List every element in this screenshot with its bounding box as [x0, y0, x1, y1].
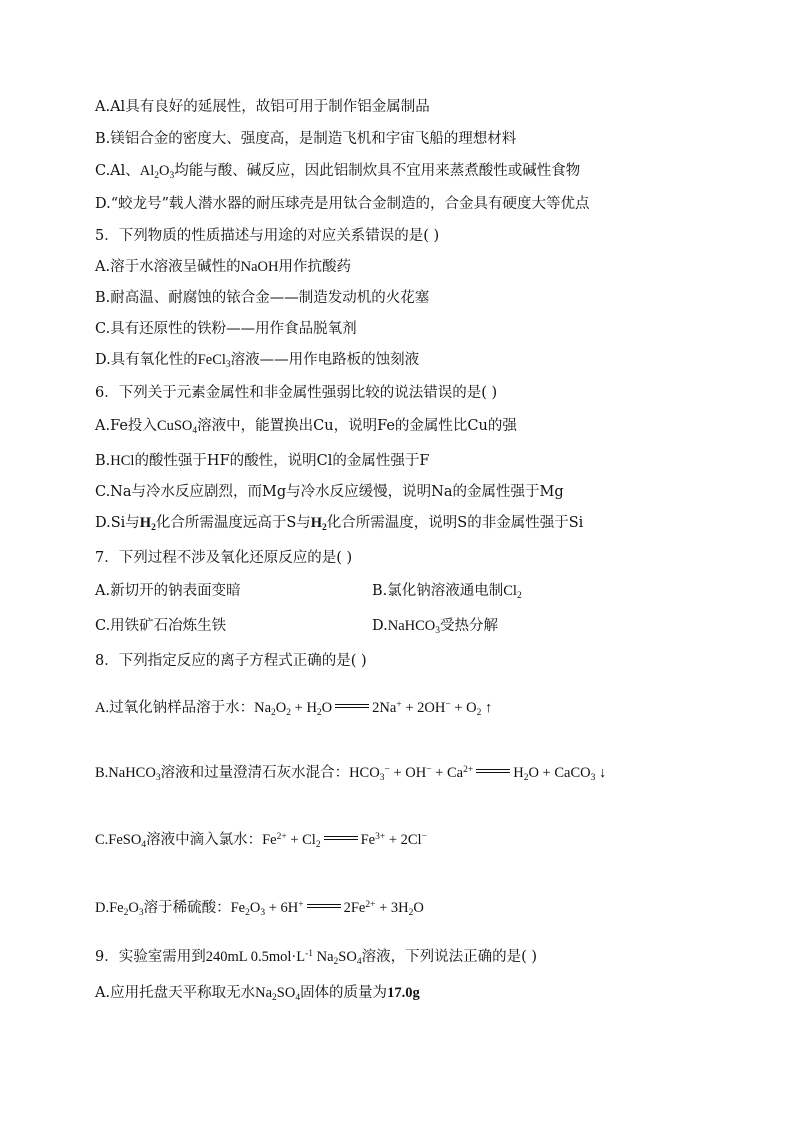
- superscript: -1: [305, 949, 313, 959]
- equals-sign: [476, 769, 510, 773]
- formula-part: Na: [255, 985, 273, 1001]
- option-line: [95, 513, 583, 533]
- equals-sign: [307, 904, 341, 908]
- option-line: [95, 97, 430, 117]
- option-text: B.: [95, 453, 111, 469]
- equation: $Na_2O_2 + H_2O$ $2Na^+ + 2OH^- + O_2$ ↑: [254, 700, 493, 718]
- formula-part: O: [128, 900, 139, 916]
- option-text-b: [372, 581, 522, 601]
- subscript: 3: [169, 171, 175, 181]
- subscript: 2: [154, 171, 160, 181]
- equation: $Fe^{2+} + Cl_2$ $Fe^{3+} + 2Cl^-$: [262, 832, 427, 850]
- option-text: B.: [95, 765, 109, 781]
- formula: [140, 515, 156, 531]
- formula: [206, 949, 362, 965]
- formula-part: SO: [338, 949, 357, 965]
- formula: [503, 583, 521, 599]
- formula-part: O: [159, 163, 170, 179]
- option-text: D.: [95, 900, 110, 916]
- formula-part: FeSO: [108, 832, 142, 848]
- option-text: A.应用托盘天平称取无水: [95, 985, 256, 1001]
- equals-sign: [324, 836, 358, 840]
- option-text: D.Si与: [95, 515, 140, 531]
- option-line: [95, 288, 429, 308]
- formula-part: NaHCO: [108, 765, 156, 781]
- equation-d: [95, 898, 424, 918]
- formula: [108, 832, 146, 848]
- subscript: 4: [192, 426, 198, 436]
- option-line: [95, 451, 429, 471]
- option-text: 溶于稀硫酸：: [143, 900, 231, 916]
- subscript: 2: [123, 908, 129, 918]
- question-stem: [95, 947, 537, 967]
- subscript: 3: [138, 908, 144, 918]
- equals-sign: [335, 704, 369, 708]
- subscript: 2: [516, 591, 522, 601]
- option-line: [95, 983, 420, 1003]
- option-line: [95, 161, 580, 181]
- formula-part: Na: [313, 949, 334, 965]
- option-text: 的酸性强于HF的酸性，说明Cl的金属性强于F: [134, 453, 430, 469]
- subscript: 3: [435, 626, 440, 636]
- option-text: 均能与酸、碱反应，因此铝制炊具不宜用来蒸煮酸性或碱性食物: [174, 163, 581, 179]
- formula: [140, 163, 174, 179]
- option-text: 溶液中滴入氯水：: [146, 832, 263, 848]
- option-text: A.新切开的钠表面变暗: [95, 583, 241, 599]
- formula-part: NaHCO: [387, 618, 436, 634]
- question-text: 5．下列物质的性质描述与用途的对应关系错误的是( ): [95, 228, 440, 244]
- subscript: 2: [272, 993, 277, 1003]
- option-text: B.氯化钠溶液通电制: [372, 583, 504, 599]
- formula: [311, 515, 327, 531]
- equation-c: [95, 830, 427, 850]
- formula-part: H: [310, 515, 323, 531]
- subscript: 2: [333, 957, 339, 967]
- option-line: [95, 482, 564, 502]
- equation-a: [95, 698, 492, 718]
- formula: [388, 618, 440, 634]
- formula-part: FeCl: [197, 352, 226, 368]
- option-text-d: [372, 616, 498, 636]
- formula: [157, 418, 197, 434]
- equation: $HCO_3^- + OH^- + Ca^{2+}$ $H_2O$ + CaCO$_3$ ↓: [349, 765, 607, 783]
- question-stem: [95, 226, 439, 246]
- question-stem: [95, 548, 352, 568]
- option-text: D.“蛟龙号”载人潜水器的耐压球壳是用钛合金制造的，合金具有硬度大等优点: [95, 196, 590, 212]
- question-stem: [95, 651, 367, 671]
- question-text: 6．下列关于元素金属性和非金属性强弱比较的说法错误的是( ): [95, 385, 498, 401]
- option-text: C.用铁矿石冶炼生铁: [95, 618, 227, 634]
- option-row: [95, 616, 498, 636]
- option-line: [95, 194, 590, 214]
- question-text: 9．实验室需用到: [95, 949, 206, 965]
- question-stem: [95, 383, 497, 403]
- question-text: 溶液，下列说法正确的是( ): [361, 949, 538, 965]
- option-text: B.镁铝合金的密度大、强度高，是制造飞机和宇宙飞船的理想材料: [95, 131, 517, 147]
- option-line: [95, 416, 517, 436]
- option-text: D.具有氧化性的: [95, 352, 198, 368]
- formula: [255, 985, 300, 1001]
- formula-part: SO: [276, 985, 296, 1001]
- option-line: [95, 257, 351, 277]
- option-text: C.具有还原性的铁粉——用作食品脱氧剂: [95, 321, 357, 337]
- formula: NaOH: [240, 259, 279, 275]
- option-text: A.过氧化钠样品溶于水：: [95, 700, 255, 716]
- subscript: 2: [151, 523, 156, 533]
- mass-value: 17.0g: [387, 985, 420, 1001]
- option-text: 化合所需温度远高于S与: [155, 515, 311, 531]
- option-row: [95, 581, 522, 601]
- subscript: 4: [141, 840, 147, 850]
- subscript: 2: [322, 523, 327, 533]
- option-text: C.Na与冷水反应剧烈，而Mg与冷水反应缓慢，说明Na的金属性强于Mg: [95, 484, 564, 500]
- option-text: D.: [372, 618, 388, 634]
- option-text: 用作抗酸药: [278, 259, 351, 275]
- option-line: [95, 350, 419, 370]
- formula-part: Al: [139, 163, 155, 179]
- option-line: [95, 129, 516, 149]
- subscript: 3: [155, 773, 161, 783]
- option-text: 溶液中，能置换出Cu，说明Fe的金属性比Cu的强: [197, 418, 517, 434]
- option-text: C.: [95, 832, 109, 848]
- formula: HCl: [110, 453, 135, 469]
- formula: [108, 765, 160, 781]
- question-text: 7．下列过程不涉及氧化还原反应的是( ): [95, 550, 353, 566]
- option-text: 溶液和过量澄清石灰水混合：: [160, 765, 350, 781]
- option-text: C.Al、: [95, 163, 140, 179]
- option-text: 溶液——用作电路板的蚀刻液: [230, 352, 420, 368]
- option-text: A.Al具有良好的延展性，故铝可用于制作铝金属制品: [95, 99, 430, 115]
- option-text: 固体的质量为: [300, 985, 388, 1001]
- formula-part: 240mL 0.5mol·L: [205, 949, 306, 965]
- subscript: 4: [356, 957, 362, 967]
- subscript: 3: [225, 360, 231, 370]
- equation-b: [95, 763, 606, 783]
- option-text: 化合所需温度，说明S的非金属性强于Si: [326, 515, 584, 531]
- formula: [109, 900, 143, 916]
- formula-part: Cl: [503, 583, 517, 599]
- formula-part: CuSO: [156, 418, 193, 434]
- formula: [198, 352, 231, 368]
- formula-part: Fe: [109, 900, 124, 916]
- formula-part: H: [139, 515, 152, 531]
- option-text: B.耐高温、耐腐蚀的铱合金——制造发动机的火花塞: [95, 290, 430, 306]
- subscript: 4: [295, 993, 301, 1003]
- equation: $Fe_2O_3 + 6H^+$ $2Fe^{2+} + 3H_2O$: [230, 900, 424, 918]
- option-text: A.溶于水溶液呈碱性的: [95, 259, 241, 275]
- option-line: [95, 319, 357, 339]
- question-text: 8．下列指定反应的离子方程式正确的是( ): [95, 653, 367, 669]
- option-text: 受热分解: [440, 618, 498, 634]
- option-text: A.Fe投入: [95, 418, 157, 434]
